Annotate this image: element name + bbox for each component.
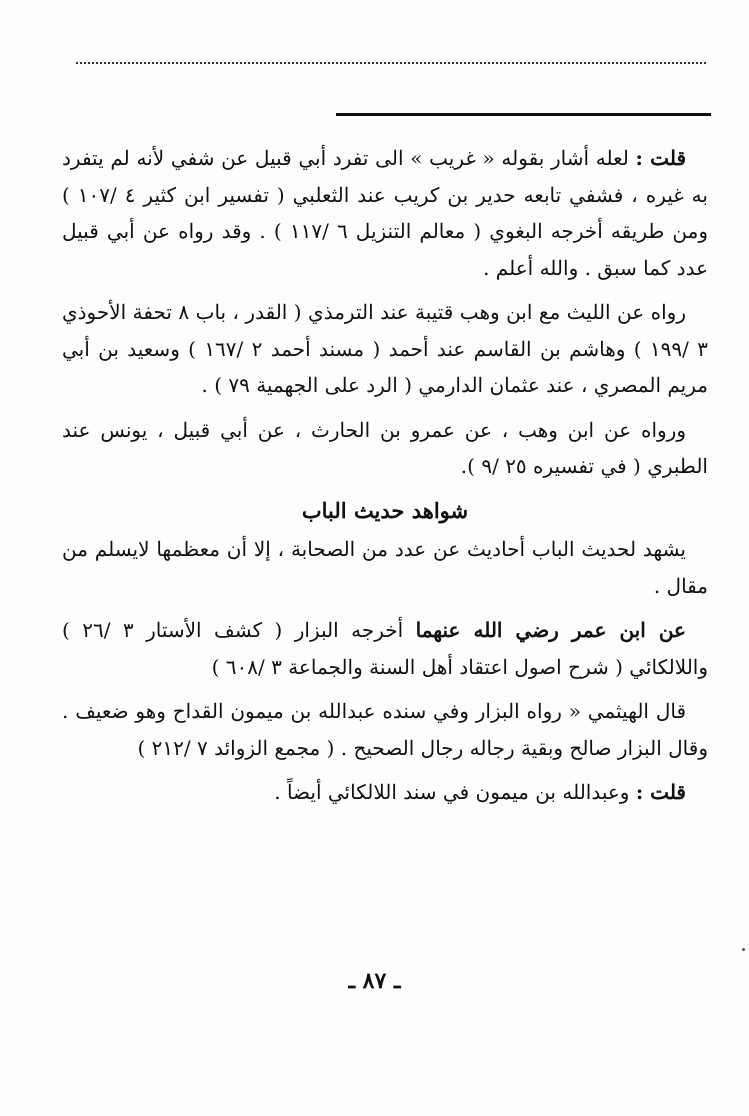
dotted-divider: [76, 62, 706, 64]
paragraph-text: قال الهيثمي « رواه البزار وفي سنده عبدالله بن ميمون القداح وهو ضعيف . وقال البزار صالح وبقية رجاله رجال الصحيح . ( مجمع الزوائد ٧ /٢١٢ ): [62, 699, 708, 760]
paragraph-3: [62, 412, 708, 485]
paragraph-text: وعبدالله بن ميمون في سند اللالكائي أيضاً .: [274, 780, 636, 804]
section-heading: شواهد حديث الباب: [301, 497, 469, 523]
paragraph-6: [62, 693, 708, 766]
header-rule: [336, 113, 711, 116]
paragraph-text: يشهد لحديث الباب أحاديث عن عدد من الصحابة ، إلا أن معظمها لايسلم من مقال .: [62, 537, 708, 598]
paragraph-5: [62, 612, 708, 685]
paragraph-text: أخرجه البزار ( كشف الأستار ٣ /٢٦ ) واللالكائي ( شرح اصول اعتقاد أهل السنة والجماعة ٣ /٦٠٨ ): [62, 618, 708, 679]
paragraph-lead: قلت :: [635, 146, 686, 170]
page-number: ـ ٨٧ ـ: [348, 968, 401, 994]
paragraph-2: [62, 294, 708, 404]
paragraph-7: [62, 774, 708, 811]
paragraph-lead: قلت :: [635, 780, 686, 804]
paragraph-text: ورواه عن ابن وهب ، عن عمرو بن الحارث ، عن أبي قبيل ، يونس عند الطبري ( في تفسيره ٢٥ /٩ ).: [62, 417, 708, 478]
paragraph-text: لعله أشار بقوله « غريب » الى تفرد أبي قبيل عن شفي لأنه لم يتفرد به غيره ، فشفي تابعه حدير بن كريب عند الثعلبي ( تفسير ابن كثير ٤ /١٠٧ ) ومن طريقه أخرجه البغوي ( معالم التنزيل ٦ /١١٧ ) . وقد رواه عن أبي قبيل عدد كما سبق . والله أعلم .: [62, 146, 708, 280]
paragraph-lead: عن ابن عمر رضي الله عنهما: [415, 618, 686, 642]
paragraph-1: [62, 140, 708, 286]
paragraph-4: [62, 531, 708, 604]
scan-speck: [742, 948, 745, 951]
page-body: [62, 140, 708, 811]
paragraph-text: رواه عن الليث مع ابن وهب قتيبة عند الترمذي ( القدر ، باب ٨ تحفة الأحوذي ٣ /١٩٩ ) وهاشم بن القاسم عند أحمد ( مسند أحمد ٢ /١٦٧ ) وسعيد بن أبي مريم المصري ، عند عثمان الدارمي ( الرد على الجهمية ٧٩ ) .: [62, 300, 708, 397]
